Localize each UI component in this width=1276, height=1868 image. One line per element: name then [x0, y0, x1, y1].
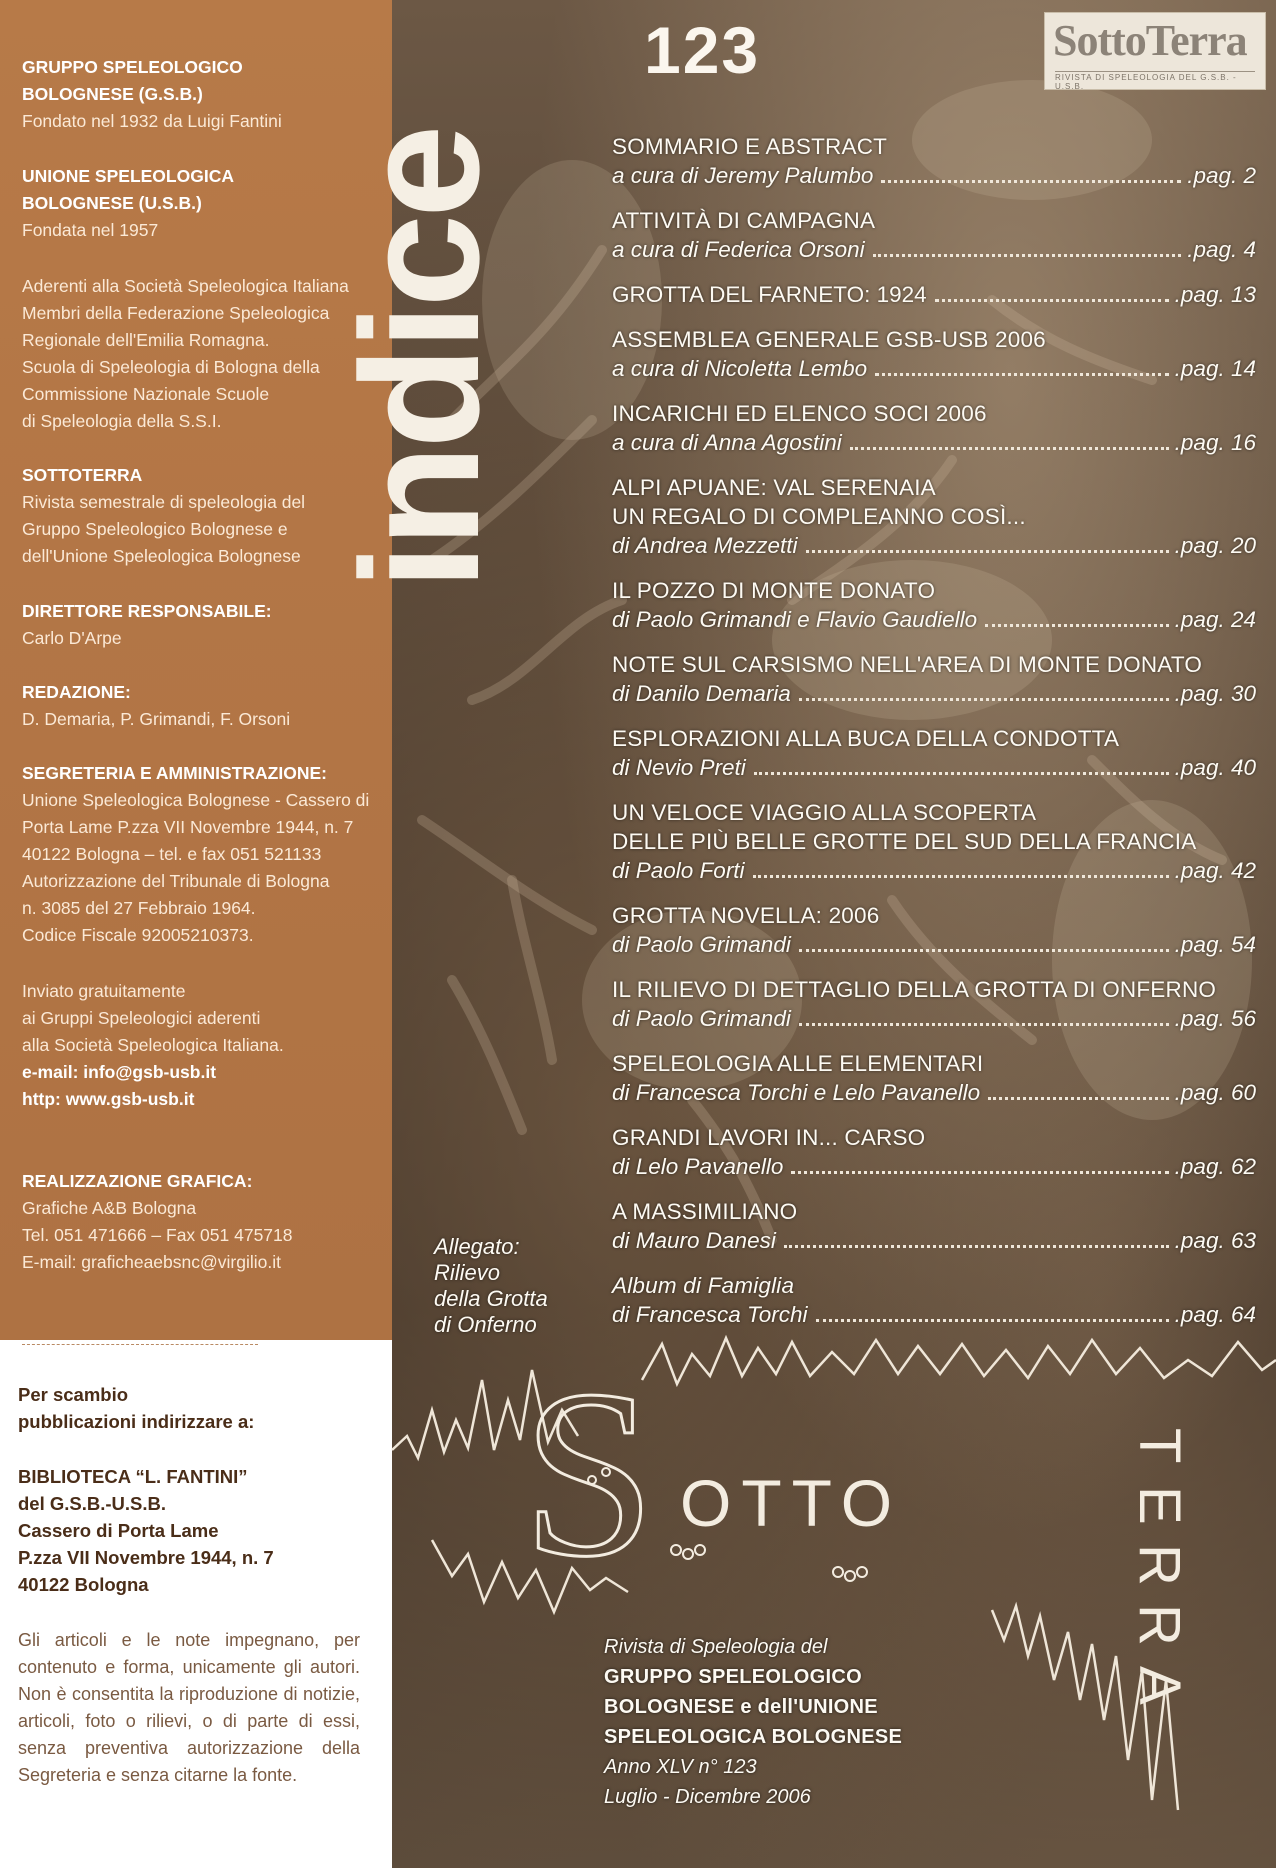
- toc-page: .pag. 54: [1174, 932, 1256, 957]
- rivista-line: SPELEOLOGICA BOLOGNESE: [604, 1726, 903, 1748]
- toc-entry[interactable]: [612, 576, 1256, 634]
- sottoterra-line: Gruppo Speleologico Bolognese e: [22, 519, 288, 539]
- leader-dots: [935, 299, 1169, 302]
- email-label: e-mail:: [22, 1062, 79, 1082]
- toc-entry[interactable]: [612, 798, 1256, 885]
- usb-founded: Fondata nel 1957: [22, 220, 159, 240]
- indice-title: indice: [326, 128, 514, 590]
- rivista-line: BOLOGNESE e dell'UNIONE: [604, 1696, 878, 1718]
- inviato-line: alla Società Speleologica Italiana.: [22, 1035, 284, 1055]
- segreteria-line: Codice Fiscale 92005210373.: [22, 925, 254, 945]
- toc-page: .pag. 63: [1174, 1228, 1256, 1253]
- masthead-terra-letter: T: [1127, 1428, 1192, 1464]
- leader-dots: [799, 1023, 1169, 1026]
- toc-title-line-2: UN REGALO DI COMPLEANNO COSÌ...: [612, 504, 1026, 529]
- disclaimer-text: Gli articoli e le note impegnano, per contenuto e forma, unicamente gli autori. Non è consentita la riproduzione di notizie, articoli, foto o rilievi, o di parte di essi, senza preventiva autorizzazione della Segreteria e senza citarne la fonte.: [18, 1630, 360, 1785]
- masthead-terra-letter: A: [1127, 1666, 1192, 1705]
- toc-title: ATTIVITÀ DI CAMPAGNA: [612, 208, 876, 233]
- toc-title: NOTE SUL CARSISMO NELL'AREA DI MONTE DONATO: [612, 652, 1203, 677]
- usb-title-2: BOLOGNESE (U.S.B.): [22, 193, 202, 213]
- toc-entry[interactable]: [612, 975, 1256, 1033]
- segreteria-line: Autorizzazione del Tribunale di Bologna: [22, 871, 330, 891]
- toc-title: SOMMARIO E ABSTRACT: [612, 134, 888, 159]
- toc-author: di Paolo Grimandi: [612, 932, 791, 957]
- allegato-line: Rilievo: [434, 1260, 501, 1285]
- biblioteca-line: 40122 Bologna: [18, 1574, 149, 1595]
- toc-title: A MASSIMILIANO: [612, 1199, 798, 1224]
- toc-page: .pag. 2: [1187, 163, 1256, 188]
- toc-entry[interactable]: [612, 901, 1256, 959]
- leader-dots: [873, 254, 1182, 257]
- toc-title: ESPLORAZIONI ALLA BUCA DELLA CONDOTTA: [612, 726, 1120, 751]
- table-of-contents: [612, 132, 1256, 1329]
- toc-author: di Andrea Mezzetti: [612, 533, 798, 558]
- toc-author: di Danilo Demaria: [612, 681, 791, 706]
- segreteria-line: Porta Lame P.zza VII Novembre 1944, n. 7: [22, 817, 354, 837]
- segreteria-line: n. 3085 del 27 Febbraio 1964.: [22, 898, 256, 918]
- redazione-title: REDAZIONE:: [22, 682, 131, 702]
- segreteria-title: SEGRETERIA E AMMINISTRAZIONE:: [22, 763, 327, 783]
- toc-title: ASSEMBLEA GENERALE GSB-USB 2006: [612, 327, 1046, 352]
- toc-author: di Nevio Preti: [612, 755, 746, 780]
- segreteria-block: [22, 760, 382, 949]
- rivista-line: Rivista di Speleologia del: [604, 1636, 828, 1658]
- biblioteca-line: del G.S.B.-U.S.B.: [18, 1493, 167, 1514]
- http-label: http:: [22, 1089, 61, 1109]
- toc-author: di Paolo Grimandi: [612, 1006, 791, 1031]
- toc-page: .pag. 56: [1174, 1006, 1256, 1031]
- toc-page: .pag. 62: [1174, 1154, 1256, 1179]
- aderenti-line: Membri della Federazione Speleologica: [22, 303, 330, 323]
- toc-page: .pag. 42: [1174, 858, 1256, 883]
- rivista-info: [604, 1632, 902, 1812]
- toc-title: INCARICHI ED ELENCO SOCI 2006: [612, 401, 987, 426]
- biblioteca-line: P.zza VII Novembre 1944, n. 7: [18, 1547, 274, 1568]
- masthead-zigzag-top: [642, 1338, 1276, 1384]
- toc-page: .pag. 4: [1187, 237, 1256, 262]
- direttore-block: [22, 598, 382, 652]
- leader-dots: [753, 875, 1169, 878]
- website-link[interactable]: www.gsb-usb.it: [65, 1089, 195, 1109]
- inviato-block: [22, 978, 382, 1113]
- masthead-terra-letter: R: [1127, 1544, 1192, 1586]
- toc-title: GROTTA NOVELLA: 2006: [612, 903, 880, 928]
- grafica-line: E-mail: graficheaebsnc@virgilio.it: [22, 1252, 281, 1272]
- segreteria-line: 40122 Bologna – tel. e fax 051 521133: [22, 844, 322, 864]
- gsb-founded: Fondato nel 1932 da Luigi Fantini: [22, 111, 282, 131]
- disclaimer-block: [18, 1627, 360, 1789]
- usb-title: UNIONE SPELEOLOGICA: [22, 166, 234, 186]
- leader-dots: [806, 550, 1169, 553]
- sottoterra-line: Rivista semestrale di speleologia del: [22, 492, 306, 512]
- leader-dots: [988, 1097, 1169, 1100]
- leader-dots: [816, 1319, 1169, 1322]
- aderenti-line: di Speleologia della S.S.I.: [22, 411, 222, 431]
- scambio-line: Per scambio: [18, 1384, 129, 1405]
- allegato-line: Allegato:: [434, 1234, 520, 1259]
- sottoterra-title: SOTTOTERRA: [22, 465, 143, 485]
- toc-page: .pag. 60: [1174, 1080, 1256, 1105]
- redazione-block: [22, 679, 382, 733]
- toc-title: SPELEOLOGIA ALLE ELEMENTARI: [612, 1051, 984, 1076]
- toc-author: di Francesca Torchi e Lelo Pavanello: [612, 1080, 981, 1105]
- allegato-line: di Onferno: [434, 1312, 537, 1337]
- toc-entry[interactable]: [612, 132, 1256, 190]
- leader-dots: [875, 373, 1169, 376]
- toc-title: IL RILIEVO DI DETTAGLIO DELLA GROTTA DI ONFERNO: [612, 977, 1217, 1002]
- toc-entry[interactable]: [612, 724, 1256, 782]
- toc-author: a cura di Federica Orsoni: [612, 237, 865, 262]
- toc-author: di Francesca Torchi: [612, 1302, 808, 1327]
- leader-dots: [850, 447, 1169, 450]
- grafica-title: REALIZZAZIONE GRAFICA:: [22, 1171, 253, 1191]
- toc-author: di Mauro Danesi: [612, 1228, 776, 1253]
- toc-author: di Paolo Grimandi e Flavio Gaudiello: [612, 607, 978, 632]
- divider: [22, 1344, 258, 1345]
- segreteria-line: Unione Speleologica Bolognese - Cassero di: [22, 790, 370, 810]
- redazione-names: D. Demaria, P. Grimandi, F. Orsoni: [22, 709, 291, 729]
- inviato-line: Inviato gratuitamente: [22, 981, 186, 1001]
- masthead-terra: [1127, 1428, 1192, 1705]
- toc-page: .pag. 13: [1174, 282, 1256, 307]
- leader-dots: [754, 772, 1169, 775]
- toc-entry[interactable]: [612, 1123, 1256, 1181]
- toc-author: a cura di Nicoletta Lembo: [612, 356, 868, 381]
- leader-dots: [799, 698, 1169, 701]
- allegato-line: della Grotta: [434, 1286, 548, 1311]
- toc-entry[interactable]: [612, 206, 1256, 264]
- sottoterra-line: dell'Unione Speleologica Bolognese: [22, 546, 301, 566]
- aderenti-line: Aderenti alla Società Speleologica Italiana: [22, 276, 349, 296]
- rivista-line: GRUPPO SPELEOLOGICO: [604, 1666, 862, 1688]
- toc-entry[interactable]: [612, 1271, 1256, 1329]
- rivista-line: Anno XLV n° 123: [604, 1756, 757, 1778]
- toc-page: .pag. 30: [1174, 681, 1256, 706]
- toc-entry[interactable]: [612, 399, 1256, 457]
- toc-entry[interactable]: [612, 473, 1256, 560]
- toc-title-line-2: DELLE PIÙ BELLE GROTTE DEL SUD DELLA FRANCIA: [612, 829, 1197, 854]
- grafica-line: Grafiche A&B Bologna: [22, 1198, 197, 1218]
- toc-title: Album di Famiglia: [612, 1273, 795, 1298]
- email-line: [22, 1059, 382, 1086]
- email-link[interactable]: info@gsb-usb.it: [83, 1062, 217, 1082]
- leader-dots: [784, 1245, 1169, 1248]
- masthead-s-letter: S: [522, 1340, 656, 1606]
- toc-entry[interactable]: [612, 1197, 1256, 1255]
- leader-dots: [985, 624, 1168, 627]
- gsb-title: GRUPPO SPELEOLOGICO: [22, 57, 243, 77]
- toc-page: .pag. 20: [1174, 533, 1256, 558]
- scambio-block: [18, 1381, 368, 1435]
- direttore-name: Carlo D'Arpe: [22, 628, 122, 648]
- allegato-note: [434, 1234, 548, 1338]
- toc-title: UN VELOCE VIAGGIO ALLA SCOPERTA: [612, 800, 1037, 825]
- gsb-block: [22, 54, 382, 135]
- direttore-title: DIRETTORE RESPONSABILE:: [22, 601, 272, 621]
- toc-page: .pag. 14: [1174, 356, 1256, 381]
- toc-entry[interactable]: [612, 1049, 1256, 1107]
- inviato-line: ai Gruppi Speleologici aderenti: [22, 1008, 261, 1028]
- http-line: [22, 1086, 382, 1113]
- masthead-terra-letter: E: [1127, 1486, 1192, 1525]
- aderenti-line: Scuola di Speleologia di Bologna della: [22, 357, 320, 377]
- toc-page: .pag. 24: [1174, 607, 1256, 632]
- leader-dots: [881, 180, 1181, 183]
- toc-page: .pag. 16: [1174, 430, 1256, 455]
- scambio-line: pubblicazioni indirizzare a:: [18, 1411, 255, 1432]
- grafica-block: [22, 1168, 382, 1276]
- cover-photo-area: [326, 0, 1276, 1868]
- biblioteca-line: Cassero di Porta Lame: [18, 1520, 219, 1541]
- toc-author: a cura di Jeremy Palumbo: [612, 163, 874, 188]
- logo-subtitle: RIVISTA DI SPELEOLOGIA DEL G.S.B. - U.S.B.: [1055, 71, 1255, 91]
- toc-title: IL POZZO DI MONTE DONATO: [612, 578, 936, 603]
- grafica-line: Tel. 051 471666 – Fax 051 475718: [22, 1225, 293, 1245]
- leader-dots: [799, 949, 1169, 952]
- masthead-otto: OTTO: [680, 1466, 903, 1540]
- toc-author: di Lelo Pavanello: [612, 1154, 784, 1179]
- rivista-line: Luglio - Dicembre 2006: [604, 1786, 811, 1808]
- toc-author: a cura di Anna Agostini: [612, 430, 842, 455]
- masthead-terra-letter: R: [1127, 1604, 1192, 1646]
- aderenti-line: Commissione Nazionale Scuole: [22, 384, 270, 404]
- sottoterra-logo: [1044, 12, 1266, 90]
- toc-entry[interactable]: [612, 650, 1256, 708]
- biblioteca-line: BIBLIOTECA “L. FANTINI”: [18, 1466, 248, 1487]
- toc-title: GROTTA DEL FARNETO: 1924: [612, 282, 927, 307]
- toc-entry[interactable]: [612, 325, 1256, 383]
- toc-title: GRANDI LAVORI IN... CARSO: [612, 1125, 926, 1150]
- leader-dots: [791, 1171, 1168, 1174]
- gsb-title-2: BOLOGNESE (G.S.B.): [22, 84, 203, 104]
- issue-number: 123: [644, 13, 761, 87]
- aderenti-line: Regionale dell'Emilia Romagna.: [22, 330, 270, 350]
- logo-title: SottoTerra: [1053, 16, 1247, 65]
- toc-page: .pag. 64: [1174, 1302, 1256, 1327]
- toc-title: ALPI APUANE: VAL SERENAIA: [612, 475, 936, 500]
- toc-author: di Paolo Forti: [612, 858, 745, 883]
- toc-entry[interactable]: [612, 280, 1256, 309]
- biblioteca-block: [18, 1463, 368, 1598]
- toc-page: .pag. 40: [1174, 755, 1256, 780]
